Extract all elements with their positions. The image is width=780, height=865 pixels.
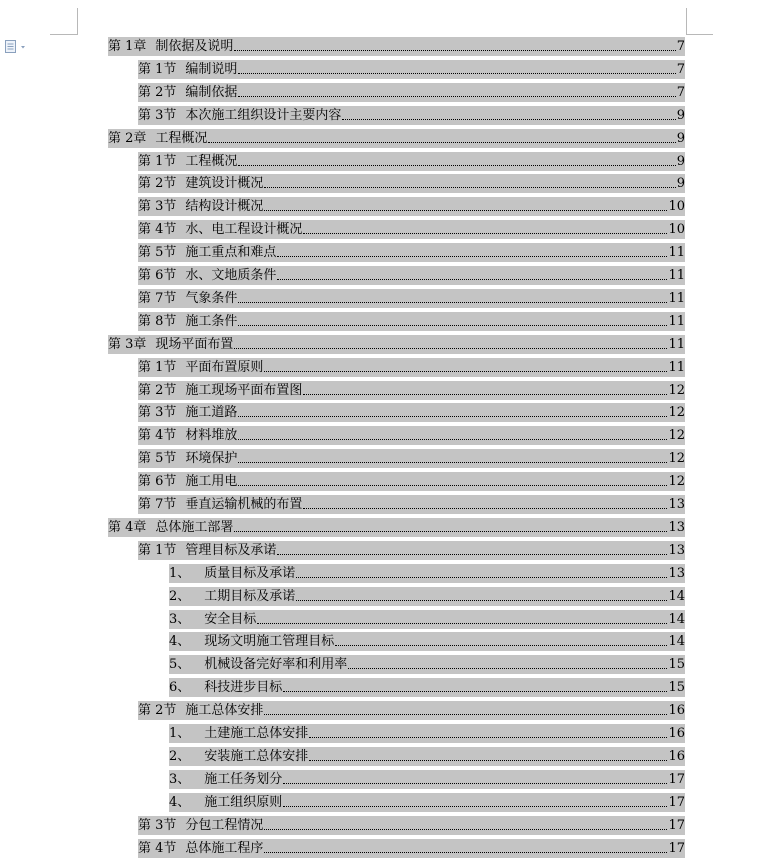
toc-entry-number: 第 1节 bbox=[138, 360, 177, 375]
toc-entry-heading bbox=[138, 243, 276, 262]
toc-entry[interactable] bbox=[138, 839, 685, 858]
toc-entry-number: 第 1节 bbox=[138, 154, 177, 169]
toc-entry-page: 12 bbox=[668, 428, 685, 443]
toc-entry[interactable] bbox=[169, 655, 685, 674]
toc-leader-dots bbox=[234, 46, 675, 51]
toc-entry-number: 第 3节 bbox=[138, 108, 177, 123]
toc-entry-title: 施工用电 bbox=[185, 474, 238, 489]
toc-entry-number: 第 2节 bbox=[138, 703, 177, 718]
toc-entry-number: 第 4章 bbox=[108, 520, 147, 535]
toc-entry-page: 12 bbox=[668, 383, 685, 398]
toc-entry[interactable] bbox=[138, 541, 685, 560]
toc-entry-page: 14 bbox=[668, 612, 685, 627]
toc-entry[interactable] bbox=[138, 449, 685, 468]
toc-entry-title: 结构设计概况 bbox=[185, 199, 264, 214]
toc-entry-number: 第 5节 bbox=[138, 245, 177, 260]
toc-entry-title: 施工重点和难点 bbox=[185, 245, 277, 260]
toc-entry-page: 10 bbox=[668, 222, 685, 237]
toc-entry[interactable] bbox=[138, 60, 685, 79]
toc-entry-title: 施工组织原则 bbox=[204, 795, 283, 810]
toc-entry-heading bbox=[169, 793, 282, 812]
toc-entry[interactable] bbox=[138, 266, 685, 285]
toc-entry-title: 安全目标 bbox=[204, 612, 257, 627]
toc-leader-dots bbox=[264, 710, 667, 715]
toc-leader-dots bbox=[348, 664, 667, 669]
toc-entry-title: 分包工程情况 bbox=[185, 818, 264, 833]
toc-entry[interactable] bbox=[138, 106, 685, 125]
toc-entry-heading bbox=[169, 587, 295, 606]
toc-entry-number: 第 3节 bbox=[138, 818, 177, 833]
toc-entry-page: 10 bbox=[668, 199, 685, 214]
toc-entry-page: 7 bbox=[676, 62, 685, 77]
toc-entry-page: 17 bbox=[668, 818, 685, 833]
toc-leader-dots bbox=[257, 619, 667, 624]
toc-leader-dots bbox=[303, 504, 667, 509]
toc-entry-number: 第 4节 bbox=[138, 841, 177, 856]
toc-entry-number: 3、 bbox=[169, 772, 191, 787]
toc-entry-heading bbox=[138, 381, 302, 400]
toc-entry[interactable] bbox=[138, 174, 685, 193]
toc-leader-dots bbox=[264, 825, 667, 830]
toc-entry-title: 质量目标及承诺 bbox=[204, 566, 296, 581]
toc-entry-title: 总体施工部署 bbox=[155, 520, 234, 535]
toc-entry-title: 机械设备完好率和利用率 bbox=[204, 657, 348, 672]
toc-entry[interactable] bbox=[169, 747, 685, 766]
toc-entry-page: 11 bbox=[668, 314, 685, 329]
toc-entry-page: 15 bbox=[668, 680, 685, 695]
toc-entry-heading bbox=[169, 770, 282, 789]
toc-entry-heading bbox=[138, 83, 237, 102]
toc-entry-title: 本次施工组织设计主要内容 bbox=[185, 108, 342, 123]
toc-entry[interactable] bbox=[138, 816, 685, 835]
toc-leader-dots bbox=[283, 802, 667, 807]
toc-leader-dots bbox=[277, 550, 667, 555]
toc-entry-number: 3、 bbox=[169, 612, 191, 627]
toc-entry-title: 施工总体安排 bbox=[185, 703, 264, 718]
toc-leader-dots bbox=[238, 161, 675, 166]
toc-entry-number: 第 1节 bbox=[138, 62, 177, 77]
toc-leader-dots bbox=[234, 344, 667, 349]
toc-entry-number: 第 6节 bbox=[138, 268, 177, 283]
toc-entry-heading bbox=[138, 312, 237, 331]
toc-entry-heading bbox=[138, 472, 237, 491]
toc-entry-page: 7 bbox=[676, 39, 685, 54]
toc-entry-number: 第 6节 bbox=[138, 474, 177, 489]
toc-entry-page: 12 bbox=[668, 451, 685, 466]
toc-entry-page: 12 bbox=[668, 405, 685, 420]
toc-entry[interactable] bbox=[138, 403, 685, 422]
toc-entry-number: 第 2节 bbox=[138, 85, 177, 100]
toc-entry[interactable] bbox=[138, 220, 685, 239]
toc-entry[interactable] bbox=[169, 724, 685, 743]
toc-entry-title: 土建施工总体安排 bbox=[204, 726, 309, 741]
toc-entry-page: 17 bbox=[668, 841, 685, 856]
toc-entry-title: 水、文地质条件 bbox=[185, 268, 277, 283]
toc-entry-heading bbox=[169, 724, 308, 743]
toc-entry-heading bbox=[138, 495, 302, 514]
toc-entry-heading bbox=[138, 541, 276, 560]
toc-entry-heading bbox=[138, 358, 263, 377]
toc-entry-heading bbox=[169, 610, 256, 629]
toc-entry-title: 现场文明施工管理目标 bbox=[204, 634, 335, 649]
toc-entry-page: 17 bbox=[668, 795, 685, 810]
toc-entry-page: 9 bbox=[676, 131, 685, 146]
toc-entry-number: 第 2章 bbox=[108, 131, 147, 146]
toc-leader-dots bbox=[296, 573, 667, 578]
toc-leader-dots bbox=[238, 321, 667, 326]
toc-entry-page: 14 bbox=[668, 589, 685, 604]
toc-leader-dots bbox=[264, 367, 667, 372]
toc-entry-heading bbox=[138, 197, 263, 216]
toc-entry-page: 11 bbox=[668, 337, 685, 352]
toc-entry-page: 14 bbox=[668, 634, 685, 649]
toc-entry-title: 制依据及说明 bbox=[155, 39, 234, 54]
toc-leader-dots bbox=[238, 298, 667, 303]
toc-entry-title: 编制说明 bbox=[185, 62, 238, 77]
toc-entry[interactable] bbox=[169, 678, 685, 697]
toc-entry-heading bbox=[138, 152, 237, 171]
toc-leader-dots bbox=[238, 435, 667, 440]
toc-entry-title: 施工现场平面布置图 bbox=[185, 383, 303, 398]
toc-entry-title: 环境保护 bbox=[185, 451, 238, 466]
toc-leader-dots bbox=[234, 527, 667, 532]
toc-leader-dots bbox=[264, 848, 667, 853]
toc-entry-heading bbox=[138, 266, 276, 285]
toc-entry-number: 第 1节 bbox=[138, 543, 177, 558]
toc-entry-number: 4、 bbox=[169, 634, 191, 649]
toc-entry[interactable] bbox=[138, 472, 685, 491]
toc-entry[interactable] bbox=[169, 587, 685, 606]
toc-leader-dots bbox=[238, 69, 675, 74]
toc-entry-page: 16 bbox=[668, 703, 685, 718]
toc-entry-heading bbox=[169, 632, 334, 651]
toc-entry-title: 工程概况 bbox=[155, 131, 208, 146]
toc-entry-number: 第 4节 bbox=[138, 222, 177, 237]
toc-entry[interactable] bbox=[138, 358, 685, 377]
toc-entry-page: 11 bbox=[668, 360, 685, 375]
toc-leader-dots bbox=[238, 412, 667, 417]
toc-entry-page: 9 bbox=[676, 108, 685, 123]
toc-entry[interactable] bbox=[108, 518, 685, 537]
toc-entry-number: 第 4节 bbox=[138, 428, 177, 443]
toc-entry[interactable] bbox=[169, 564, 685, 583]
toc-entry-number: 第 7节 bbox=[138, 291, 177, 306]
toc-entry-page: 13 bbox=[668, 566, 685, 581]
toc-leader-dots bbox=[342, 115, 675, 120]
toc-entry[interactable] bbox=[169, 770, 685, 789]
toc-leader-dots bbox=[238, 458, 667, 463]
toc-entry[interactable] bbox=[138, 381, 685, 400]
toc-entry-number: 第 3章 bbox=[108, 337, 147, 352]
toc-entry-page: 17 bbox=[668, 772, 685, 787]
toc-entry[interactable] bbox=[138, 289, 685, 308]
toc-entry[interactable] bbox=[169, 632, 685, 651]
toc-entry[interactable] bbox=[169, 793, 685, 812]
toc-entry-heading bbox=[108, 518, 233, 537]
toc-entry[interactable] bbox=[138, 312, 685, 331]
toc-entry-number: 4、 bbox=[169, 795, 191, 810]
toc-entry-title: 材料堆放 bbox=[185, 428, 238, 443]
toc-entry-number: 第 3节 bbox=[138, 405, 177, 420]
toc-entry[interactable] bbox=[138, 197, 685, 216]
toc-entry-title: 工期目标及承诺 bbox=[204, 589, 296, 604]
toc-entry-title: 施工道路 bbox=[185, 405, 238, 420]
toc-leader-dots bbox=[303, 390, 667, 395]
toc-leader-dots bbox=[309, 733, 667, 738]
toc-entry-page: 13 bbox=[668, 520, 685, 535]
toc-entry[interactable] bbox=[138, 83, 685, 102]
toc-leader-dots bbox=[238, 92, 675, 97]
toc-entry-number: 5、 bbox=[169, 657, 191, 672]
toc-entry-number: 第 8节 bbox=[138, 314, 177, 329]
toc-entry-title: 气象条件 bbox=[185, 291, 238, 306]
toc-leader-dots bbox=[283, 687, 667, 692]
toc-entry-title: 施工条件 bbox=[185, 314, 238, 329]
toc-leader-dots bbox=[296, 596, 667, 601]
toc-entry-heading bbox=[169, 678, 282, 697]
toc-entry-heading bbox=[169, 655, 347, 674]
toc-entry-title: 安装施工总体安排 bbox=[204, 749, 309, 764]
toc-entry-number: 6、 bbox=[169, 680, 191, 695]
toc-entry[interactable] bbox=[138, 152, 685, 171]
toc-entry-heading bbox=[138, 220, 302, 239]
toc-entry[interactable] bbox=[138, 243, 685, 262]
toc-entry-heading bbox=[138, 426, 237, 445]
toc-entry-heading bbox=[138, 403, 237, 422]
toc-entry-number: 1、 bbox=[169, 726, 191, 741]
toc-entry-heading bbox=[138, 289, 237, 308]
toc-entry-title: 总体施工程序 bbox=[185, 841, 264, 856]
toc-entry[interactable] bbox=[108, 37, 685, 56]
toc-entry-page: 9 bbox=[676, 154, 685, 169]
toc-entry-heading bbox=[108, 335, 233, 354]
toc-entry-page: 16 bbox=[668, 726, 685, 741]
toc-entry-title: 现场平面布置 bbox=[155, 337, 234, 352]
toc-entry-title: 垂直运输机械的布置 bbox=[185, 497, 303, 512]
toc-entry-heading bbox=[138, 106, 341, 125]
toc-entry-heading bbox=[169, 747, 308, 766]
toc-entry-heading bbox=[138, 701, 263, 720]
toc-entry[interactable] bbox=[138, 426, 685, 445]
toc-entry-page: 11 bbox=[668, 245, 685, 260]
toc-entry-title: 科技进步目标 bbox=[204, 680, 283, 695]
toc-entry[interactable] bbox=[108, 335, 685, 354]
toc-entry-title: 施工任务划分 bbox=[204, 772, 283, 787]
toc-entry-heading bbox=[138, 839, 263, 858]
toc-entry-page: 15 bbox=[668, 657, 685, 672]
toc-entry-heading bbox=[169, 564, 295, 583]
toc-entry-heading bbox=[138, 60, 237, 79]
toc-entry-heading bbox=[138, 816, 263, 835]
toc-entry-number: 2、 bbox=[169, 749, 191, 764]
toc-leader-dots bbox=[277, 275, 667, 280]
toc-entry-number: 1、 bbox=[169, 566, 191, 581]
toc-entry-page: 7 bbox=[676, 85, 685, 100]
toc-entry-page: 13 bbox=[668, 497, 685, 512]
toc-entry[interactable] bbox=[169, 610, 685, 629]
toc-leader-dots bbox=[309, 756, 667, 761]
toc-entry[interactable] bbox=[138, 701, 685, 720]
toc-entry-title: 平面布置原则 bbox=[185, 360, 264, 375]
toc-entry-title: 编制依据 bbox=[185, 85, 238, 100]
toc-entry[interactable] bbox=[138, 495, 685, 514]
toc-entry-heading bbox=[108, 37, 233, 56]
toc-entry-heading bbox=[138, 174, 263, 193]
toc-leader-dots bbox=[264, 183, 675, 188]
toc-leader-dots bbox=[277, 252, 667, 257]
toc-entry-page: 16 bbox=[668, 749, 685, 764]
toc-entry-title: 管理目标及承诺 bbox=[185, 543, 277, 558]
toc-entry-page: 12 bbox=[668, 474, 685, 489]
toc-entry-number: 2、 bbox=[169, 589, 191, 604]
toc-leader-dots bbox=[208, 138, 675, 143]
toc-leader-dots bbox=[238, 481, 667, 486]
toc-leader-dots bbox=[283, 779, 667, 784]
toc-entry-number: 第 3节 bbox=[138, 199, 177, 214]
toc-entry-number: 第 2节 bbox=[138, 383, 177, 398]
toc-entry-number: 第 5节 bbox=[138, 451, 177, 466]
toc-entry-page: 11 bbox=[668, 291, 685, 306]
toc-entry-heading bbox=[138, 449, 237, 468]
toc-entry-number: 第 1章 bbox=[108, 39, 147, 54]
toc-entry[interactable] bbox=[108, 129, 685, 148]
toc-entry-title: 建筑设计概况 bbox=[185, 176, 264, 191]
toc-entry-title: 工程概况 bbox=[185, 154, 238, 169]
toc-entry-page: 13 bbox=[668, 543, 685, 558]
toc-entry-page: 11 bbox=[668, 268, 685, 283]
toc-entry-number: 第 2节 bbox=[138, 176, 177, 191]
toc-entry-title: 水、电工程设计概况 bbox=[185, 222, 303, 237]
toc-entry-heading bbox=[108, 129, 207, 148]
toc-leader-dots bbox=[335, 641, 667, 646]
toc-entry-page: 9 bbox=[676, 176, 685, 191]
toc-entry-number: 第 7节 bbox=[138, 497, 177, 512]
toc-leader-dots bbox=[303, 229, 667, 234]
toc-leader-dots bbox=[264, 206, 667, 211]
